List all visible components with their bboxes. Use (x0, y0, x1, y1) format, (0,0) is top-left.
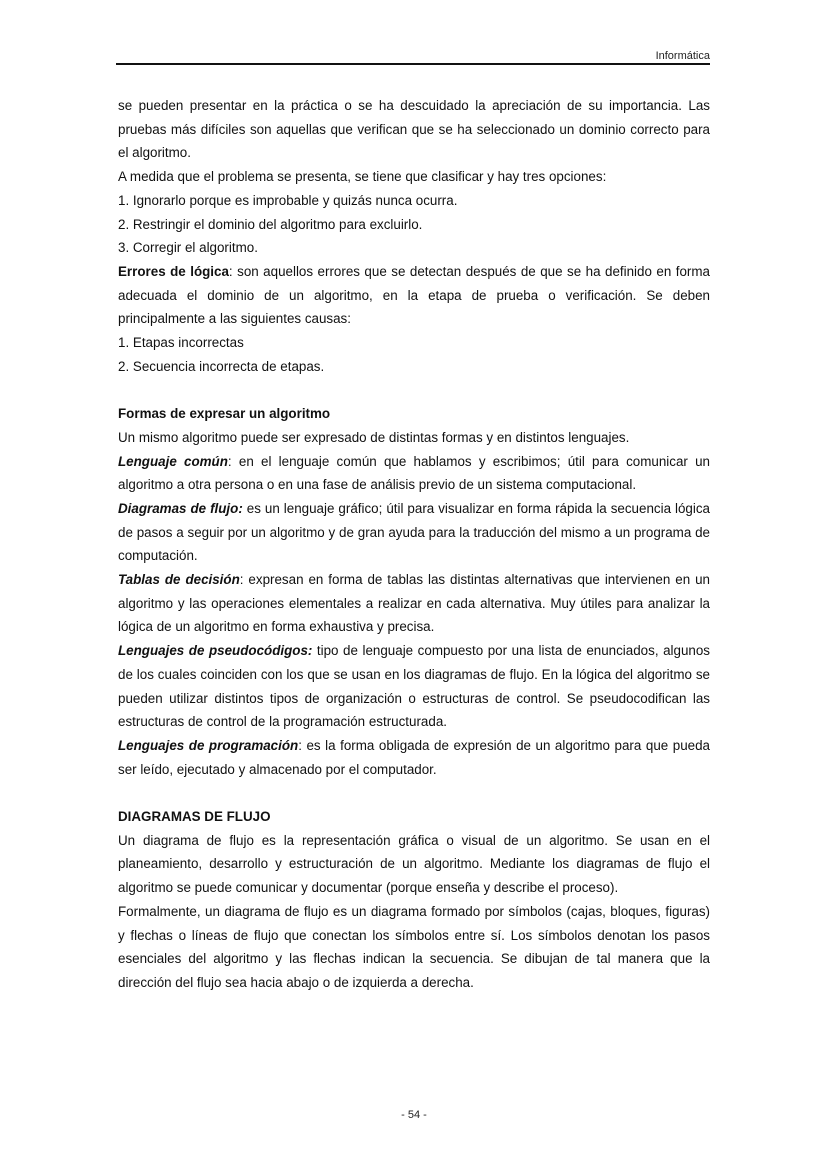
paragraph (118, 260, 710, 331)
list-item: 3. Corregir el algoritmo. (118, 240, 258, 256)
term-description: : en el lenguaje común que hablamos y escribimos; útil para comunicar un algoritmo a otra persona o en una fase de análisis previo de un sistema computacional. (118, 453, 710, 493)
term-lenguaje-comun: Lenguaje común (118, 453, 228, 469)
definition-item (118, 568, 710, 639)
definition-item (118, 450, 710, 497)
list-item: 1. Etapas incorrectas (118, 335, 244, 351)
term-diagramas-de-flujo: Diagramas de flujo: (118, 500, 243, 516)
spacer (118, 781, 710, 805)
list-item: 2. Restringir el dominio del algoritmo para excluirlo. (118, 216, 423, 232)
paragraph: Un diagrama de flujo es la representación gráfica o visual de un algoritmo. Se usan en el planeamiento, desarrollo y estructuración de un algoritmo. Mediante los diagramas de flujo el algoritmo se puede comunicar y documentar (porque enseña y describe el proceso). (118, 832, 710, 896)
header-rule (116, 63, 710, 65)
definition-item (118, 497, 710, 568)
document-body (118, 94, 710, 995)
paragraph: A medida que el problema se presenta, se tiene que clasificar y hay tres opciones: (118, 169, 607, 185)
definition-item (118, 639, 710, 734)
term-description: es un lenguaje gráfico; útil para visualizar en forma rápida la secuencia lógica de pasos a seguir por un algoritmo y de gran ayuda para la traducción del mismo a un programa de computación. (118, 500, 710, 564)
term-description: tipo de lenguaje compuesto por una lista de enunciados, algunos de los cuales coinciden con los que se usan en los diagramas de flujo. En la lógica del algoritmo se pueden utilizar distintos tipos de organización o estructuras de control. Se pseudocodifican las estructuras de control de la programación estructurada. (118, 643, 710, 730)
definition-item (118, 734, 710, 781)
page-number: - 54 - (401, 1109, 427, 1121)
paragraph: Formalmente, un diagrama de flujo es un diagrama formado por símbolos (cajas, bloques, figuras) y flechas o líneas de flujo que conectan los símbolos entre sí. Los símbolos denotan los pasos esenciales del algoritmo y las flechas indican la secuencia. Se dibujan de tal manera que la dirección del flujo sea hacia abajo o de izquierda a derecha. (118, 903, 710, 990)
spacer (118, 378, 710, 402)
term-errores-de-logica: Errores de lógica (118, 263, 229, 279)
term-description: : expresan en forma de tablas las distintas alternativas que intervienen en un algoritmo y las operaciones elementales a realizar en cada alternativa. Muy útiles para analizar la lógica de un algoritmo en forma exhaustiva y precisa. (118, 572, 711, 635)
list-item: 2. Secuencia incorrecta de etapas. (118, 358, 325, 374)
term-lenguajes-de-programacion: Lenguajes de programación (118, 737, 299, 753)
term-tablas-de-decision: Tablas de decisión (118, 572, 240, 588)
section-heading: Formas de expresar un algoritmo (118, 406, 331, 422)
page-header-title: Informática (655, 50, 710, 62)
paragraph: se pueden presentar en la práctica o se ha descuidado la apreciación de su importancia. Las pruebas más difíciles son aquellas que verifican que se ha seleccionado un dominio correcto para el algoritmo. (118, 98, 710, 161)
list-item: 1. Ignorarlo porque es improbable y quizás nunca ocurra. (118, 192, 458, 208)
term-description: : son aquellos errores que se detectan después de que se ha definido en forma adecuada el dominio de un algoritmo, en la etapa de prueba o verificación. Se deben principalmente a las siguientes causas: (118, 263, 710, 327)
term-lenguajes-de-pseudocodigos: Lenguajes de pseudocódigos: (118, 643, 313, 659)
paragraph: Un mismo algoritmo puede ser expresado de distintas formas y en distintos lenguajes. (118, 429, 630, 445)
term-description: : es la forma obligada de expresión de un algoritmo para que pueda ser leído, ejecutado y almacenado por el computador. (118, 737, 710, 777)
section-heading: DIAGRAMAS DE FLUJO (118, 809, 271, 825)
